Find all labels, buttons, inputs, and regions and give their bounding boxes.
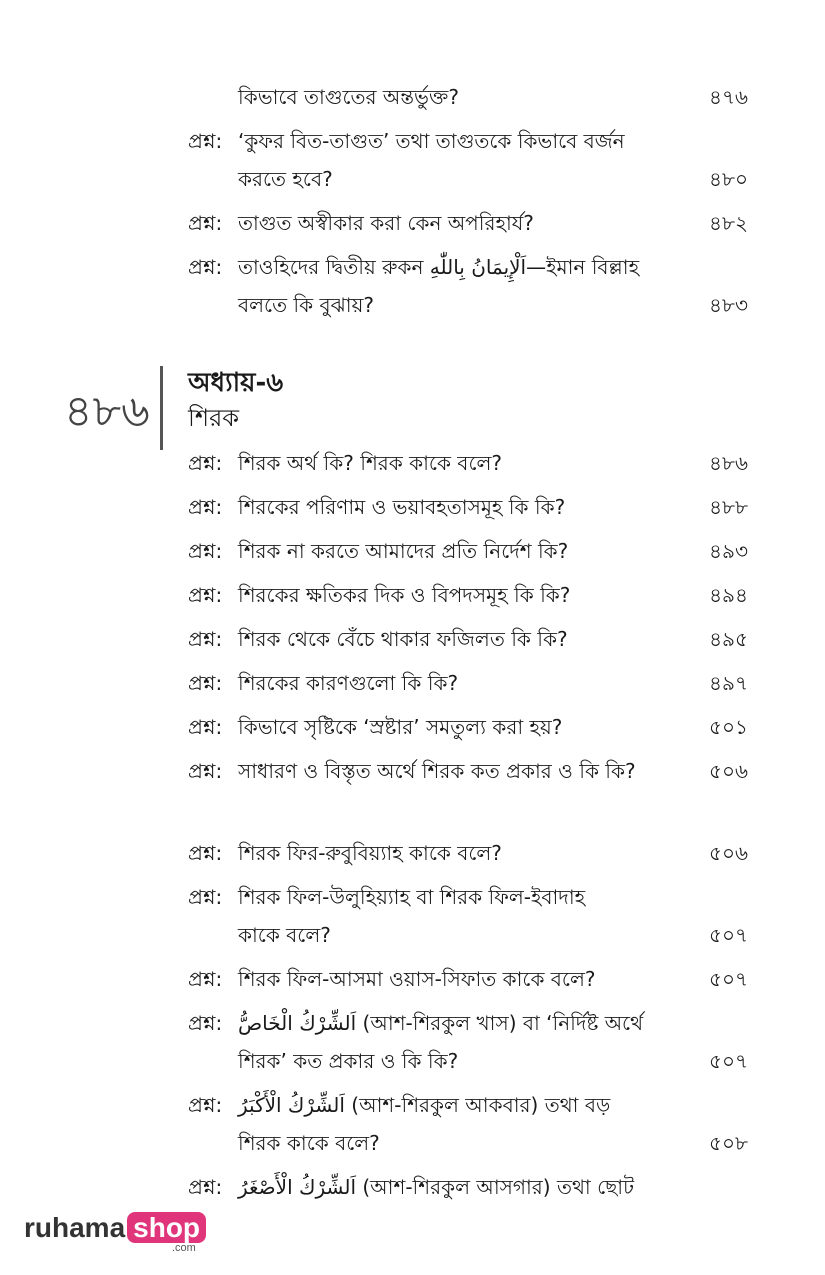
toc-page-number: ৫০৬ bbox=[709, 759, 748, 783]
toc-entry-text: اَلشِّرْكُ الْأَصْغَرُ (আশ-শিরকুল আসগার) তথা ছোট bbox=[238, 1175, 635, 1199]
toc-entry[interactable] bbox=[188, 752, 748, 790]
question-prefix: প্রশ্ন: bbox=[188, 759, 223, 783]
toc-entry-text: শিরকের কারণগুলো কি কি? bbox=[238, 671, 459, 695]
toc-page-number: ৫০৭ bbox=[709, 923, 748, 947]
toc-entry-text: শিরক কাকে বলে? bbox=[238, 1131, 380, 1155]
toc-entry-text: শিরকের ক্ষতিকর দিক ও বিপদসমূহ কি কি? bbox=[238, 583, 571, 607]
question-prefix: প্রশ্ন: bbox=[188, 451, 223, 475]
question-prefix: প্রশ্ন: bbox=[188, 715, 223, 739]
toc-page-number: ৪৮৬ bbox=[709, 451, 748, 475]
toc-entry[interactable] bbox=[188, 488, 748, 526]
toc-entry[interactable] bbox=[188, 78, 748, 116]
toc-entry-text: করতে হবে? bbox=[238, 167, 333, 191]
question-prefix: প্রশ্ন: bbox=[188, 255, 223, 279]
chapter-divider bbox=[160, 366, 163, 450]
question-prefix: প্রশ্ন: bbox=[188, 1093, 223, 1117]
toc-entry-text: তাগুত অস্বীকার করা কেন অপরিহার্য? bbox=[238, 211, 534, 235]
toc-entry[interactable] bbox=[188, 532, 748, 570]
toc-page-number: ৫০৭ bbox=[709, 1049, 748, 1073]
toc-entry-text: اَلشِّرْكُ الْخَاصُّ (আশ-শিরকুল খাস) বা ‘নির্দিষ্ট অর্থে bbox=[238, 1011, 644, 1035]
ruhama-shop-logo: ruhama shop .com bbox=[24, 1212, 206, 1244]
toc-entry[interactable] bbox=[188, 708, 748, 746]
toc-entry[interactable] bbox=[188, 248, 748, 324]
toc-entry[interactable] bbox=[188, 960, 748, 998]
toc-entry-text: কিভাবে সৃষ্টিকে ‘স্রষ্টার’ সমতুল্য করা হয়? bbox=[238, 715, 563, 739]
chapter-subtitle: শিরক bbox=[188, 404, 240, 432]
toc-entry-text: কাকে বলে? bbox=[238, 923, 331, 947]
toc-entry-text: ‘কুফর বিত-তাগুত’ তথা তাগুতকে কিভাবে বর্জন bbox=[238, 129, 625, 153]
toc-page-number: ৪৯৪ bbox=[709, 583, 748, 607]
toc-page-number: ৪৯৭ bbox=[709, 671, 748, 695]
toc-entry[interactable] bbox=[188, 444, 748, 482]
toc-page-number: ৫০৮ bbox=[709, 1131, 748, 1155]
toc-entry[interactable] bbox=[188, 834, 748, 872]
question-prefix: প্রশ্ন: bbox=[188, 539, 223, 563]
question-prefix: প্রশ্ন: bbox=[188, 1175, 223, 1199]
toc-entry[interactable] bbox=[188, 664, 748, 702]
toc-page-number: ৫০৭ bbox=[709, 967, 748, 991]
toc-page-number: ৪৮৮ bbox=[709, 495, 748, 519]
toc-page-number: ৪৯৩ bbox=[709, 539, 748, 563]
toc-entry-text: শিরক ফির-রুবুবিয়্যাহ কাকে বলে? bbox=[238, 841, 502, 865]
toc-entry[interactable] bbox=[188, 576, 748, 614]
toc-entry-text: শিরক না করতে আমাদের প্রতি নির্দেশ কি? bbox=[238, 539, 569, 563]
question-prefix: প্রশ্ন: bbox=[188, 1011, 223, 1035]
toc-entry[interactable] bbox=[188, 620, 748, 658]
toc-entry-text: শিরক’ কত প্রকার ও কি কি? bbox=[238, 1049, 459, 1073]
toc-entry-text: اَلشِّرْكُ الْأَكْبَرُ (আশ-শিরকুল আকবার) তথা বড় bbox=[238, 1093, 611, 1117]
question-prefix: প্রশ্ন: bbox=[188, 495, 223, 519]
toc-page-number: ৪৮৩ bbox=[709, 293, 748, 317]
toc-page-number: ৪৮০ bbox=[709, 167, 748, 191]
chapter-page-number: ৪৮৬ bbox=[64, 386, 150, 437]
question-prefix: প্রশ্ন: bbox=[188, 967, 223, 991]
toc-page-number: ৪৯৫ bbox=[709, 627, 748, 651]
question-prefix: প্রশ্ন: bbox=[188, 211, 223, 235]
toc-entry[interactable] bbox=[188, 878, 748, 954]
question-prefix: প্রশ্ন: bbox=[188, 885, 223, 909]
toc-entry-text: সাধারণ ও বিস্তৃত অর্থে শিরক কত প্রকার ও কি কি? bbox=[238, 759, 636, 783]
toc-entry-text: শিরক থেকে বেঁচে থাকার ফজিলত কি কি? bbox=[238, 627, 568, 651]
toc-entry-text: শিরকের পরিণাম ও ভয়াবহতাসমূহ কি কি? bbox=[238, 495, 566, 519]
toc-entry[interactable] bbox=[188, 122, 748, 198]
toc-page-number: ৫০১ bbox=[709, 715, 748, 739]
toc-entry-text: শিরক ফিল-আসমা ওয়াস-সিফাত কাকে বলে? bbox=[238, 967, 596, 991]
toc-entry[interactable] bbox=[188, 1168, 748, 1206]
toc-page-number: ৪৮২ bbox=[709, 211, 748, 235]
toc-entry-text: শিরক অর্থ কি? শিরক কাকে বলে? bbox=[238, 451, 502, 475]
toc-entry-text: তাওহিদের দ্বিতীয় রুকন اَلْإِيمَانُ بِاللّٰهِ—ইমান বিল্লাহ bbox=[238, 255, 640, 279]
toc-page-number: ৪৭৬ bbox=[709, 85, 748, 109]
toc-entry-text: কিভাবে তাগুতের অন্তর্ভুক্ত? bbox=[238, 85, 459, 109]
toc-entry[interactable] bbox=[188, 1086, 748, 1162]
toc-entry-text: শিরক ফিল-উলুহিয়্যাহ বা শিরক ফিল-ইবাদাহ bbox=[238, 885, 586, 909]
toc-page-number: ৫০৬ bbox=[709, 841, 748, 865]
toc-entry[interactable] bbox=[188, 204, 748, 242]
toc-entry-text: বলতে কি বুঝায়? bbox=[238, 293, 374, 317]
question-prefix: প্রশ্ন: bbox=[188, 841, 223, 865]
toc-entry[interactable] bbox=[188, 1004, 748, 1080]
question-prefix: প্রশ্ন: bbox=[188, 671, 223, 695]
chapter-title: অধ্যায়-৬ bbox=[188, 368, 284, 398]
question-prefix: প্রশ্ন: bbox=[188, 627, 223, 651]
question-prefix: প্রশ্ন: bbox=[188, 129, 223, 153]
question-prefix: প্রশ্ন: bbox=[188, 583, 223, 607]
